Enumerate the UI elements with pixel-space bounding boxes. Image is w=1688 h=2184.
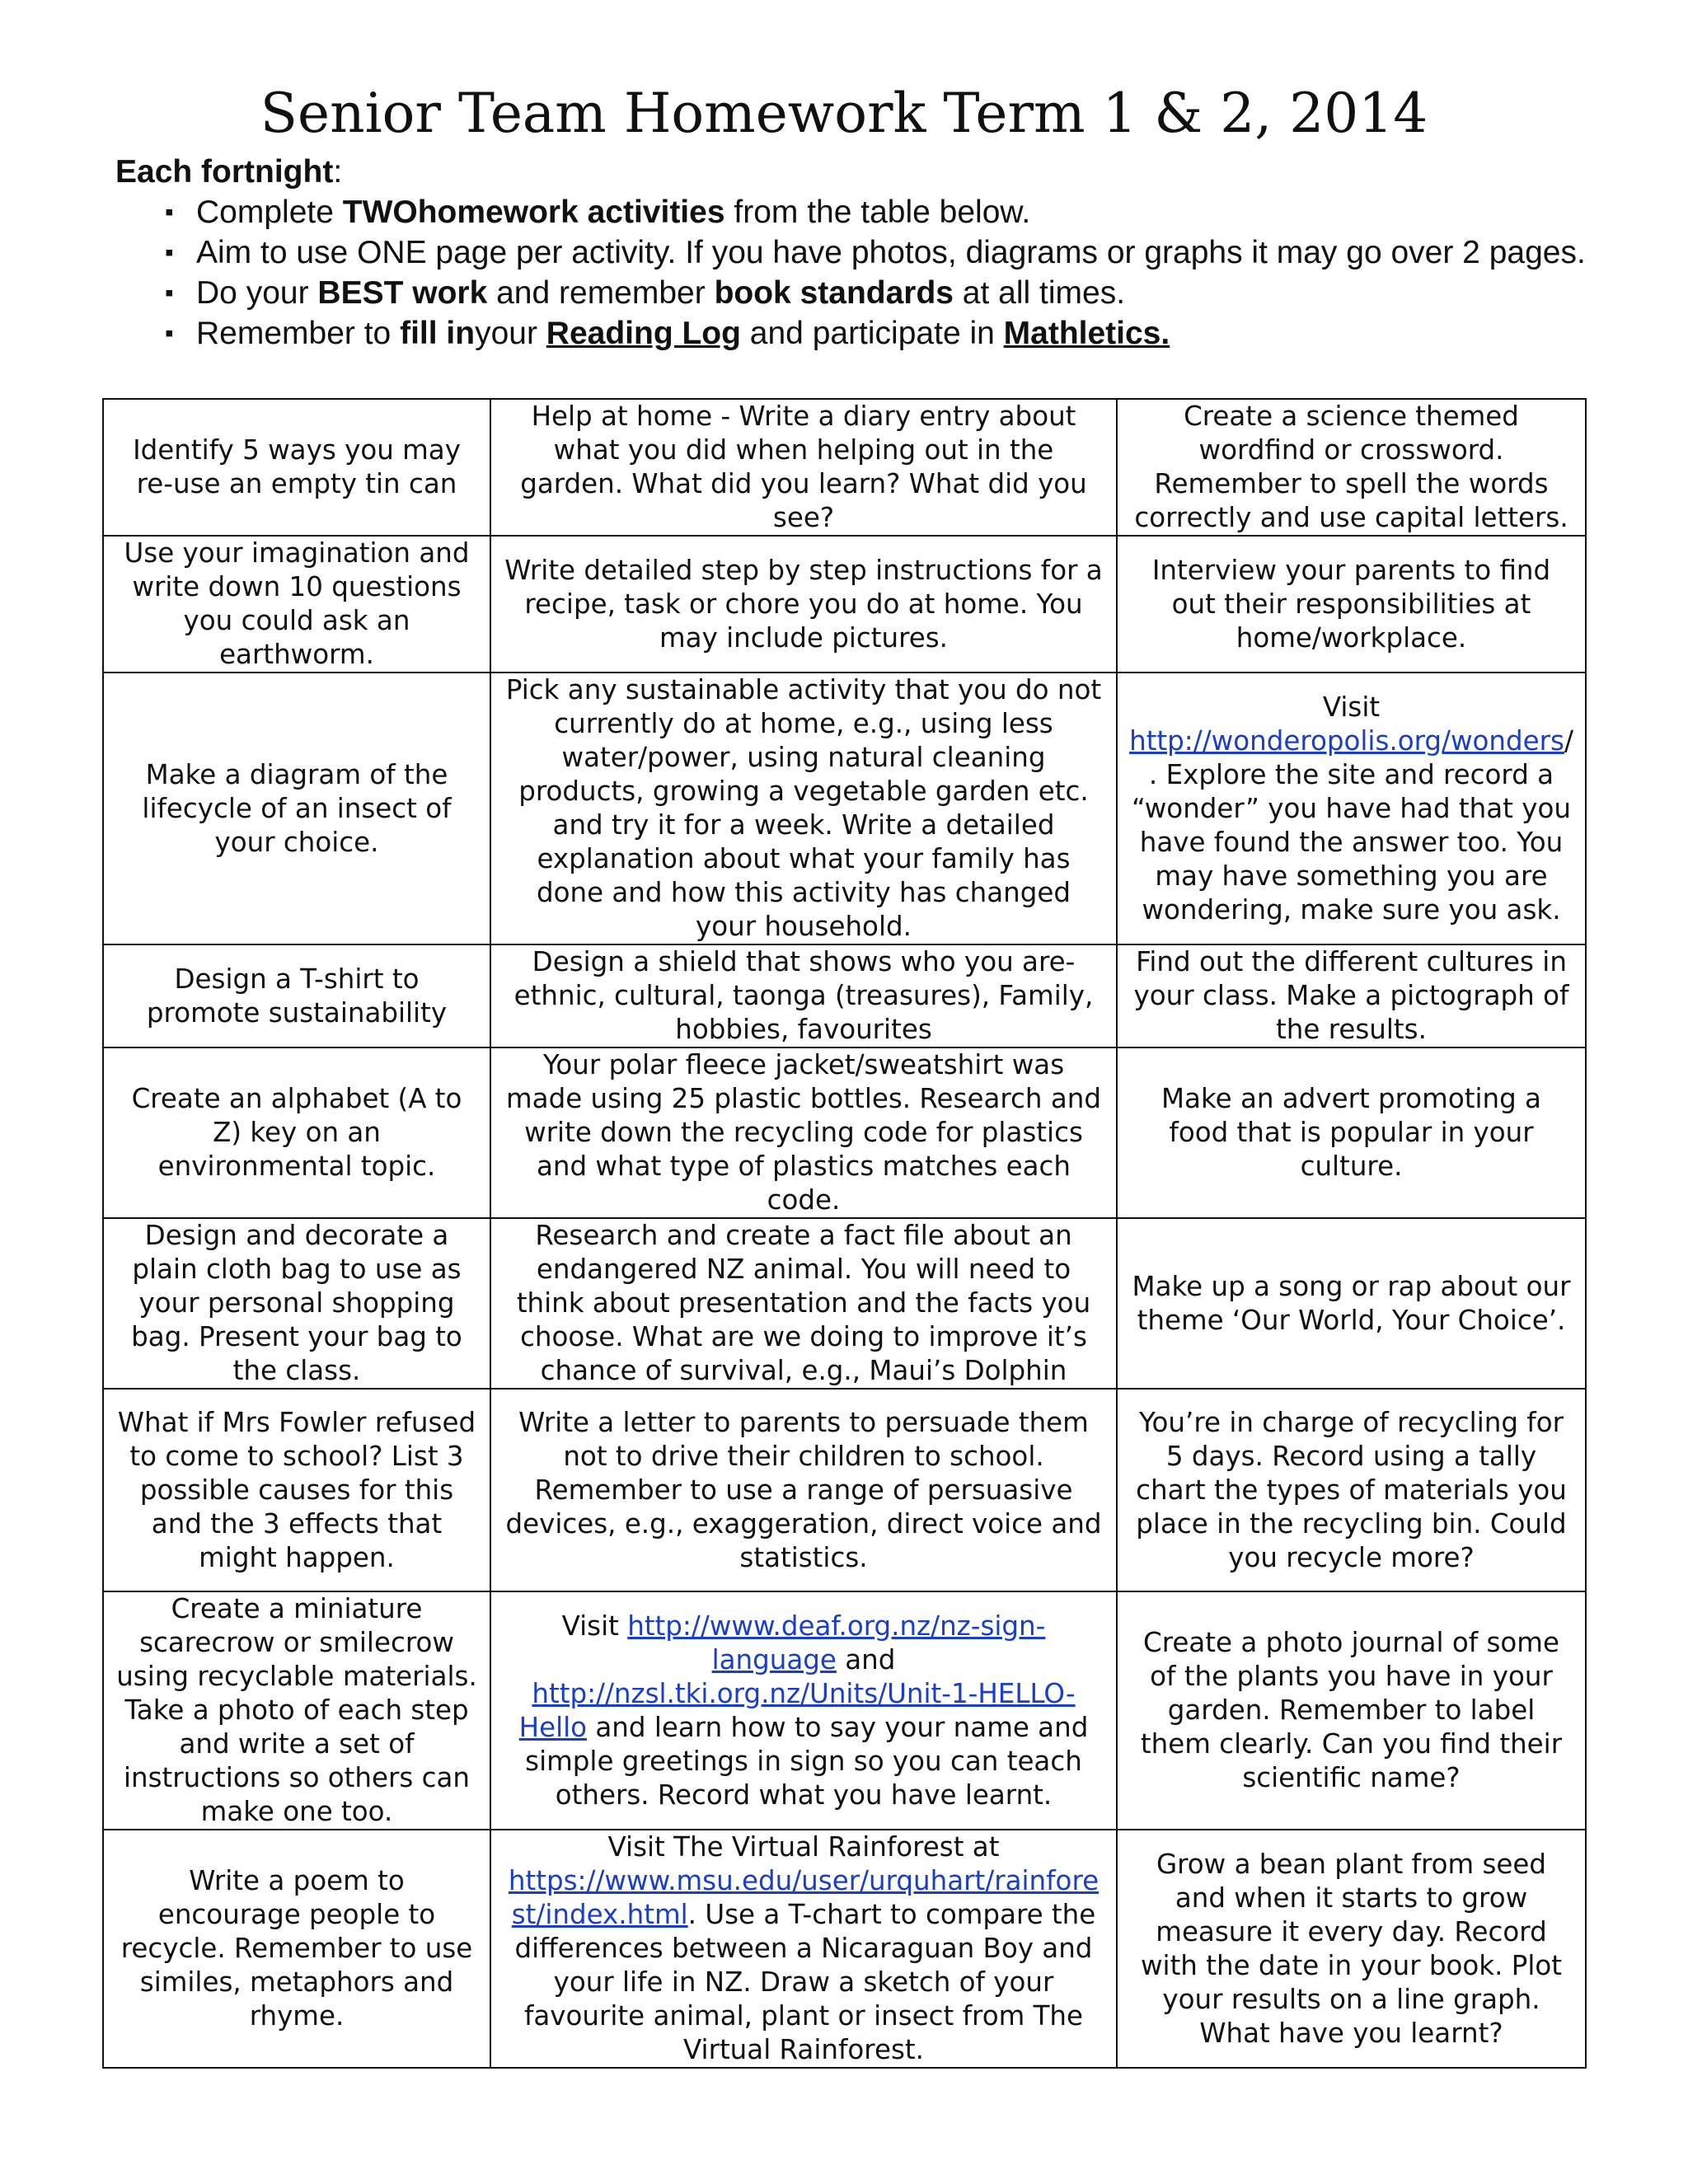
activity-cell: Design and decorate a plain cloth bag to use as your personal shopping bag. Present your bag to the class. — [103, 1218, 490, 1389]
activity-cell: Use your imagination and write down 10 questions you could ask an earthworm. — [103, 536, 490, 673]
virtual-rainforest-link[interactable]: https://www.msu.edu/user/urquhart/rainforest/index.html — [508, 1865, 1100, 1930]
activity-cell: Create a miniature scarecrow or smilecrow using recyclable materials. Take a photo of each step and write a set of instructions so others can make one too. — [103, 1591, 490, 1830]
table-row — [103, 399, 1586, 536]
instruction-item: ▪ Do your BEST work and remember book standards at all times. — [115, 273, 1599, 313]
activity-cell: Write detailed step by step instructions for a recipe, task or chore you do at home. You may include pictures. — [490, 536, 1117, 673]
activity-cell: Design a shield that shows who you are- ethnic, cultural, taonga (treasures), Family, hobbies, favourites — [490, 944, 1117, 1047]
activity-cell: Design a T-shirt to promote sustainability — [103, 944, 490, 1047]
instruction-item: ▪ Complete TWOhomework activities from the table below. — [115, 192, 1599, 232]
activity-table — [102, 398, 1587, 2069]
activity-cell: Research and create a fact file about an endangered NZ animal. You will need to think about presentation and the facts you choose. What are we doing to improve it’s chance of survival, e.g., Maui’s Dolphin — [490, 1218, 1117, 1389]
activity-cell: Create an alphabet (A to Z) key on an environmental topic. — [103, 1047, 490, 1218]
activity-cell: You’re in charge of recycling for 5 days. Record using a tally chart the types of materials you place in the recycling bin. Could you recycle more? — [1117, 1389, 1586, 1591]
activity-cell: Make a diagram of the lifecycle of an insect of your choice. — [103, 673, 490, 944]
activity-cell: Visit http://wonderopolis.org/wonders/. Explore the site and record a “wonder” you have had that you have found the answer too. You may have something you are wondering, make sure you ask. — [1117, 673, 1586, 944]
page-title: Senior Team Homework Term 1 & 2, 2014 — [260, 82, 1428, 145]
activity-cell: Make up a song or rap about our theme ‘Our World, Your Choice’. — [1117, 1218, 1586, 1389]
activity-cell: Create a photo journal of some of the plants you have in your garden. Remember to label them clearly. Can you find their scientific name? — [1117, 1591, 1586, 1830]
table-row — [103, 1830, 1586, 2068]
activity-cell: Write a letter to parents to persuade them not to drive their children to school. Remember to use a range of persuasive devices, e.g., exaggeration, direct voice and statistics. — [490, 1389, 1117, 1591]
activity-cell: Visit http://www.deaf.org.nz/nz-sign-language and http://nzsl.tki.org.nz/Units/Unit-1-HELLO-Hello and learn how to say your name and simple greetings in sign so you can teach others. Record what you have learnt. — [490, 1591, 1117, 1830]
instruction-item: ▪ Aim to use ONE page per activity. If you have photos, diagrams or graphs it may go over 2 pages. — [115, 232, 1599, 273]
activity-cell: Create a science themed wordfind or crossword. Remember to spell the words correctly and use capital letters. — [1117, 399, 1586, 536]
table-row — [103, 1047, 1586, 1218]
instructions-lead: Each fortnight: — [115, 154, 343, 190]
activity-cell: Interview your parents to find out their responsibilities at home/workplace. — [1117, 536, 1586, 673]
activity-cell: Your polar fleece jacket/sweatshirt was made using 25 plastic bottles. Research and write down the recycling code for plastics and what type of plastics matches each code. — [490, 1047, 1117, 1218]
instructions — [115, 152, 1599, 354]
deaf-org-link[interactable]: http://www.deaf.org.nz/nz-sign-language — [627, 1610, 1046, 1675]
activity-cell: Make an advert promoting a food that is popular in your culture. — [1117, 1047, 1586, 1218]
table-row — [103, 673, 1586, 944]
mathletics-label: Mathletics. — [1003, 316, 1170, 351]
activity-cell: Help at home - Write a diary entry about what you did when helping out in the garden. What did you learn? What did you see? — [490, 399, 1117, 536]
nzsl-link[interactable]: http://nzsl.tki.org.nz/Units/Unit-1-HELLO-Hello — [518, 1677, 1076, 1743]
instruction-list — [115, 192, 1599, 354]
activity-cell: Grow a bean plant from seed and when it starts to grow measure it every day. Record with the date in your book. Plot your results on a line graph. What have you learnt? — [1117, 1830, 1586, 2068]
table-row — [103, 1389, 1586, 1591]
activity-cell: Visit The Virtual Rainforest at https://www.msu.edu/user/urquhart/rainforest/index.html. Use a T-chart to compare the differences between a Nicaraguan Boy and your life in NZ. Draw a sketch of your favourite animal, plant or insect from The Virtual Rainforest. — [490, 1830, 1117, 2068]
reading-log-label: Reading Log — [546, 316, 741, 351]
activity-cell: Pick any sustainable activity that you do not currently do at home, e.g., using less water/power, using natural cleaning products, growing a vegetable garden etc. and try it for a week. Write a detailed explanation about what your family has done and how this activity has changed your household. — [490, 673, 1117, 944]
activity-cell: Identify 5 ways you may re-use an empty tin can — [103, 399, 490, 536]
activity-cell: What if Mrs Fowler refused to come to school? List 3 possible causes for this and the 3 effects that might happen. — [103, 1389, 490, 1591]
wonderopolis-link[interactable]: http://wonderopolis.org/wonders — [1129, 724, 1564, 757]
instruction-item: ▪ Remember to fill inyour Reading Log and participate in Mathletics. — [115, 313, 1599, 354]
activity-cell: Write a poem to encourage people to recycle. Remember to use similes, metaphors and rhyme. — [103, 1830, 490, 2068]
table-row — [103, 1591, 1586, 1830]
table-row — [103, 1218, 1586, 1389]
table-row — [103, 944, 1586, 1047]
table-row — [103, 536, 1586, 673]
activity-cell: Find out the different cultures in your class. Make a pictograph of the results. — [1117, 944, 1586, 1047]
